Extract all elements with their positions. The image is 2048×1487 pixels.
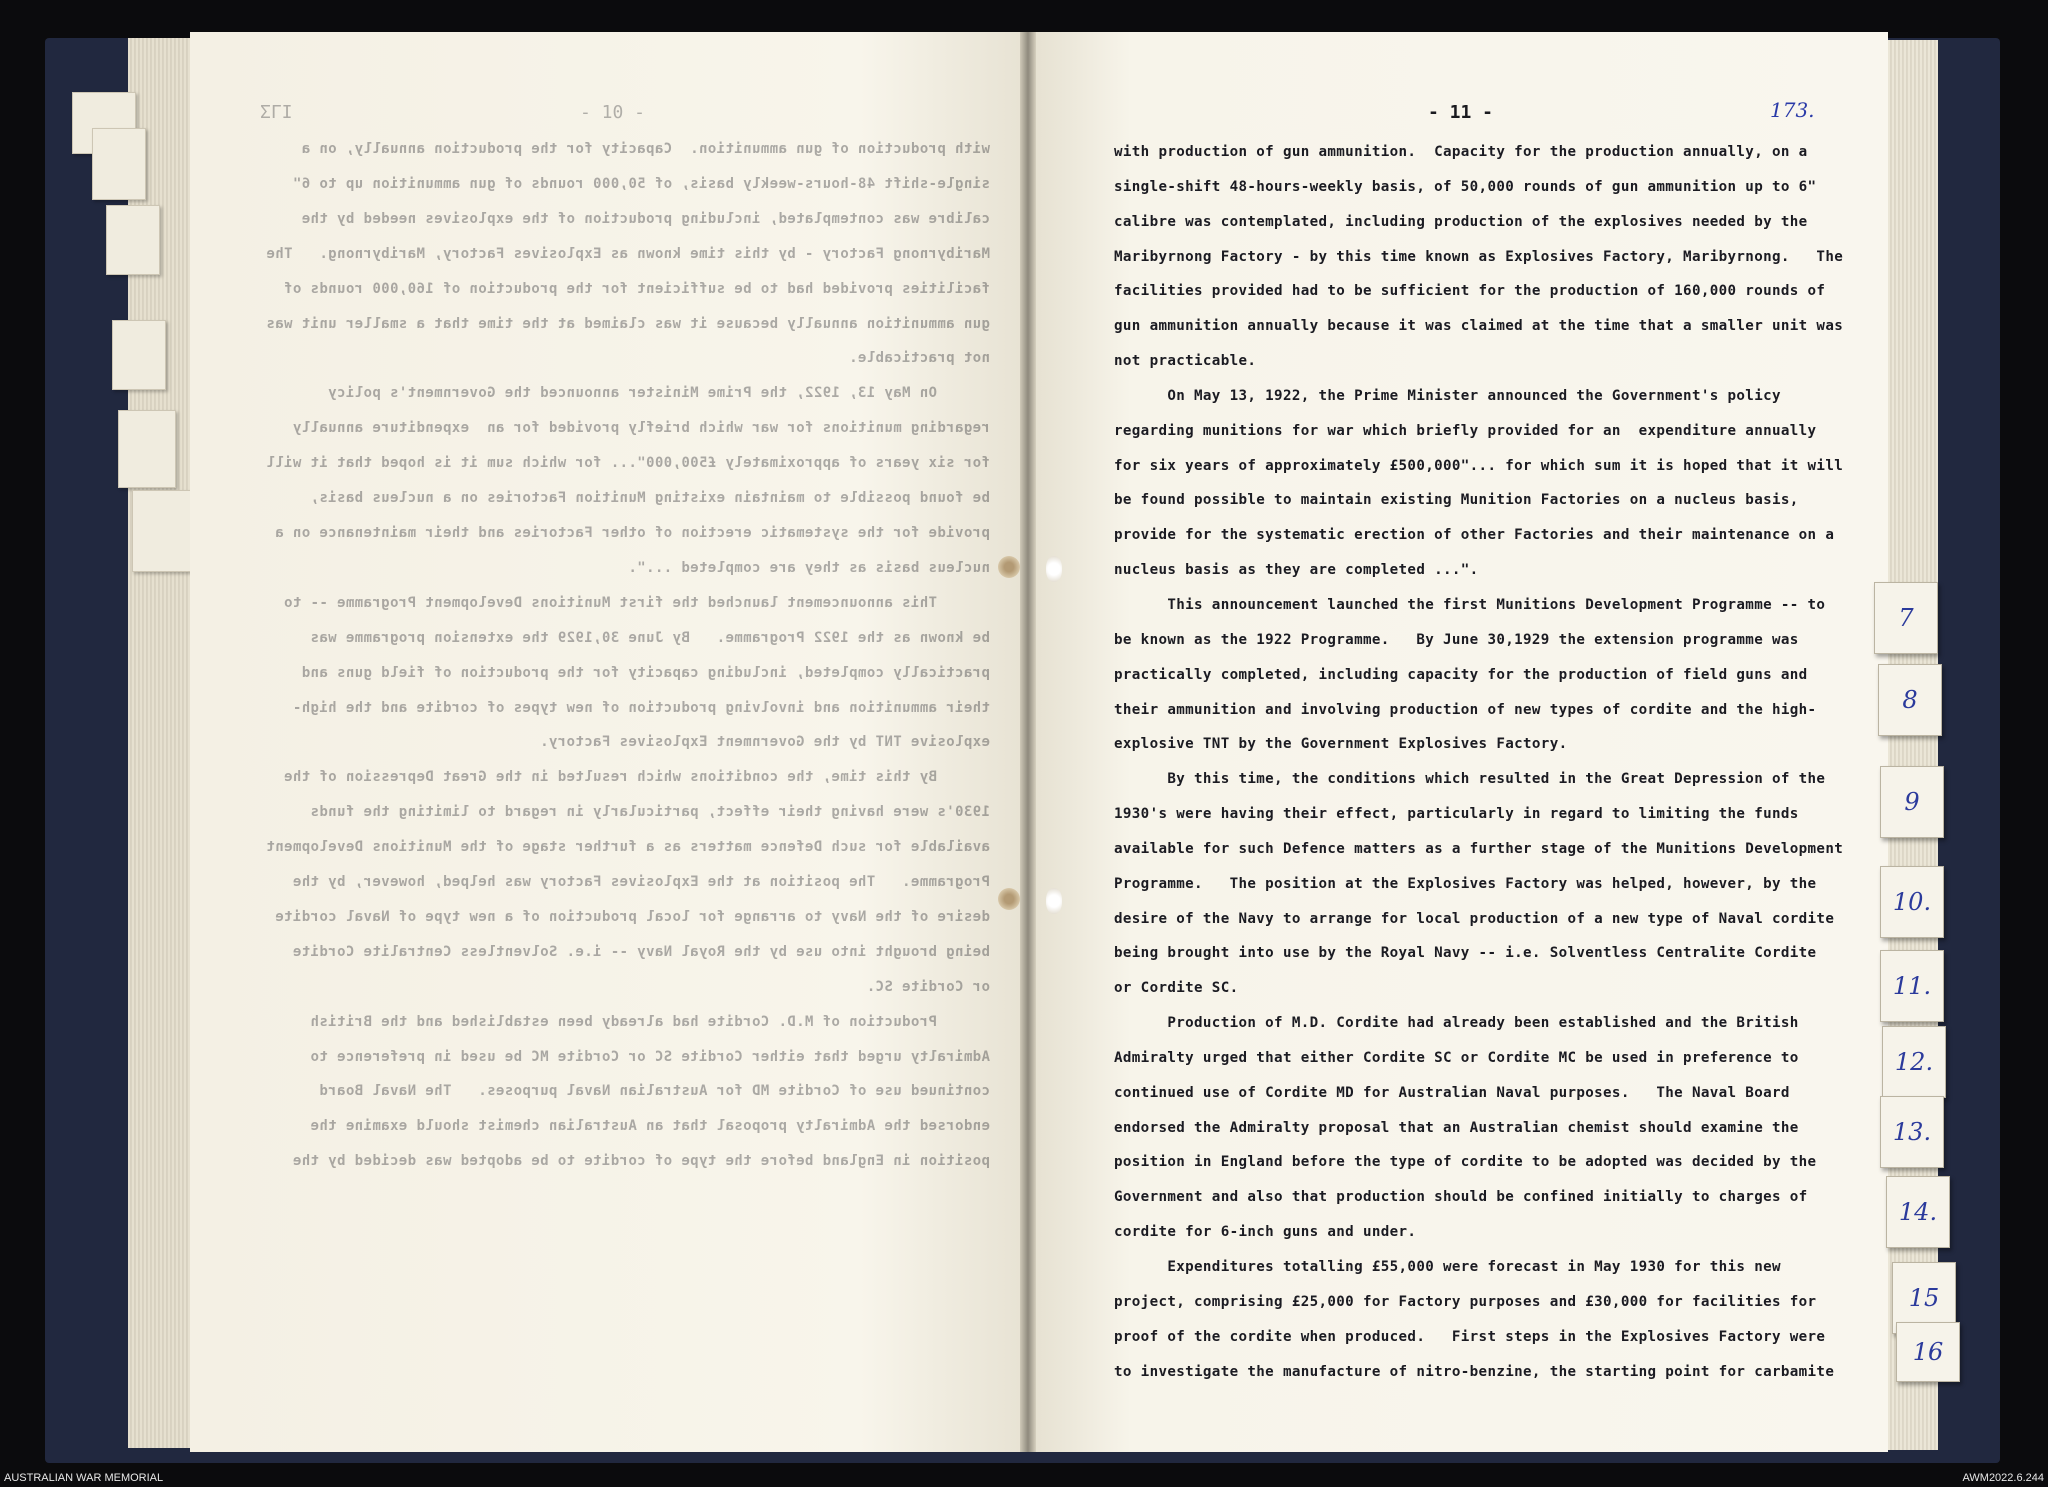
bleed-line: their ammunition and involving production of new types of cordite and the high- <box>292 699 990 716</box>
bleed-line: explosive TNT by the Government Explosives Factory. <box>539 734 990 751</box>
bleed-line: Programme. The position at the Explosives Factory was helped, however, by the <box>292 874 990 891</box>
page-number: - 11 - <box>1428 102 1494 123</box>
book-gutter <box>1020 32 1036 1452</box>
bleed-line: endorsed the Admiralty proposal that an Australian chemist should examine the <box>310 1118 990 1135</box>
text-line: to investigate the manufacture of nitro-benzine, the starting point for carbamite <box>1114 1363 1835 1380</box>
bleed-line: regarding munitions for war which briefly provided for an expenditure annually <box>292 420 990 437</box>
text-line: facilities provided had to be sufficient for the production of 160,000 rounds of <box>1114 283 1826 300</box>
text-line: be known as the 1922 Programme. By June 30,1929 the extension programme was <box>1114 631 1799 648</box>
index-tab-13[interactable] <box>1880 1096 1944 1168</box>
tab-label: 11. <box>1892 972 1932 1000</box>
handwritten-folio: 173. <box>1770 98 1815 122</box>
text-line: 1930's were having their effect, particularly in regard to limiting the funds <box>1114 806 1799 823</box>
text-line: On May 13, 1922, the Prime Minister announced the Government's policy <box>1114 387 1781 404</box>
tab-label: 7 <box>1898 604 1914 632</box>
text-line: available for such Defence matters as a further stage of the Munitions Development <box>1114 840 1844 857</box>
text-line: Admiralty urged that either Cordite SC or Cordite MC be used in preference to <box>1114 1049 1799 1066</box>
bleed-line: Admiralty urged that either Cordite SC or Cordite MC be used in preference to <box>310 1048 990 1065</box>
bleed-line: being brought into use by the Royal Navy -- i.e. Solventless Centralite Cordite <box>292 943 990 960</box>
text-line: being brought into use by the Royal Navy -- i.e. Solventless Centralite Cordite <box>1114 945 1817 962</box>
text-line: Production of M.D. Cordite had already been established and the British <box>1114 1015 1799 1032</box>
text-line: desire of the Navy to arrange for local production of a new type of Naval cordite <box>1114 910 1835 927</box>
bleed-line: or Cordite SC. <box>866 978 990 995</box>
text-line: Maribyrnong Factory - by this time known as Explosives Factory, Maribyrnong. The <box>1114 248 1844 265</box>
text-line: cordite for 6-inch guns and under. <box>1114 1224 1417 1241</box>
bleed-line: for six years of approximately £500,000"... for which sum it is hoped that it will <box>266 455 990 472</box>
footer-source: AUSTRALIAN WAR MEMORIAL <box>4 1472 164 1484</box>
bleed-line: with production of gun ammunition. Capacity for the production annually, on a <box>301 141 990 157</box>
punch-hole-bottom <box>1046 888 1062 914</box>
bleed-line: position in England before the type of cordite to be adopted was decided by the <box>292 1153 990 1170</box>
text-line: with production of gun ammunition. Capacity for the production annually, on a <box>1114 144 1808 160</box>
blank-tab-4 <box>112 320 166 390</box>
bleed-line: This announcement launched the first Munitions Development Programme -- to <box>283 594 990 611</box>
footer-accession: AWM2022.6.244 <box>1962 1472 2044 1484</box>
bleed-line: continued use of Cordite MD for Australian Naval purposes. The Naval Board <box>319 1083 990 1100</box>
tab-label: 12. <box>1894 1048 1934 1076</box>
bleed-line: available for such Defence matters as a further stage of the Munitions Development <box>266 839 990 856</box>
text-line: practically completed, including capacity for the production of field guns and <box>1114 666 1808 683</box>
bleed-line: On May 13, 1922, the Prime Minister announced the Government's policy <box>327 385 990 402</box>
index-tab-7[interactable] <box>1874 582 1938 654</box>
bleed-line: 1930's were having their effect, particularly in regard to limiting the funds <box>310 804 990 821</box>
bleed-line: Production of M.D. Cordite had already been established and the British <box>310 1013 990 1030</box>
bleed-line: Maribyrnong Factory - by this time known as Explosives Factory, Maribyrnong. The <box>266 245 990 262</box>
bleed-line: practically completed, including capacity for the production of field guns and <box>301 664 990 681</box>
text-line: provide for the systematic erection of other Factories and their maintenance on a <box>1114 527 1835 544</box>
text-line: By this time, the conditions which resulted in the Great Depression of the <box>1114 771 1826 788</box>
tab-label: 14. <box>1898 1198 1938 1226</box>
bleed-line: provide for the systematic erection of other Factories and their maintenance on a <box>274 524 990 541</box>
tab-label: 10. <box>1892 888 1932 916</box>
bleed-line: be found possible to maintain existing Munition Factories on a nucleus basis, <box>310 490 990 507</box>
bleed-line: desire of the Navy to arrange for local production of a new type of Naval cordite <box>274 908 990 925</box>
text-line: endorsed the Admiralty proposal that an Australian chemist should examine the <box>1114 1119 1799 1136</box>
index-tab-12[interactable] <box>1882 1026 1946 1098</box>
blank-tab-2 <box>92 128 146 200</box>
text-line: project, comprising £25,000 for Factory purposes and £30,000 for facilities for <box>1114 1293 1817 1310</box>
left-page: ΣΓΙ - 10 - with production of gun ammunition. Capacity for the production annually, on a single-shift 48-hours-weekly basis, of 50,000 rounds of gun ammunition up to 6" calibre was contemplated, including production of the explosives needed by the Maribyrnong Factory - by this time known as Explosives Factory, Maribyrnong. The facilities provided had to be sufficient for the production of 160,000 rounds of gun ammunition annually because it was claimed at the time that a smaller unit was not practicable. On May 13, 1922, the Prime Minister announced the Government's policy regarding munitions for war which briefly provided for an expenditure annually for six years of approximately £500,000"... for which sum it is hoped that it will be found possible to maintain existing Munition Factories on a nucleus basis, provide for the systematic erection of other Factories and their maintenance on a nucleus basis as they are completed ...". This announcement launched the first Munitions Development Programme -- to be known as the 1922 Programme. By June 30,1929 the extension programme was practically completed, including capacity for the production of field guns and their ammunition and involving production of new types of cordite and the high- explosive TNT by the Government Explosives Factory. By this time, the conditions which resulted in the Great Depression of the 1930's were having their effect, particularly in regard to limiting the funds available for such Defence matters as a further stage of the Munitions Development Programme. The position at the Explosives Factory was helped, however, by the desire of the Navy to arrange for local production of a new type of Naval cordite being brought into use by the Royal Navy -- i.e. Solventless Centralite Cordite or Cordite SC. Production of M.D. Cordite had already been established and the British Admiralty urged that either Cordite SC or Cordite MC be used in preference to continued use of Cordite MD for Australian Naval purposes. The Naval Board endorsed the Admiralty proposal that an Australian chemist should examine the position in England before the type of cordite to be adopted was decided by the <box>190 32 1028 1452</box>
bleed-line: By this time, the conditions which resulted in the Great Depression of the <box>283 769 990 786</box>
text-line: explosive TNT by the Government Explosives Factory. <box>1114 736 1568 753</box>
text-line: regarding munitions for war which briefly provided for an expenditure annually <box>1114 422 1817 439</box>
punch-hole-bottom <box>998 888 1020 910</box>
text-line: continued use of Cordite MD for Australian Naval purposes. The Naval Board <box>1114 1084 1790 1101</box>
text-line: Expenditures totalling £55,000 were forecast in May 1930 for this new <box>1114 1259 1781 1275</box>
index-tab-11[interactable] <box>1880 950 1944 1022</box>
index-tab-16[interactable] <box>1896 1322 1960 1382</box>
punch-hole-top <box>998 556 1020 578</box>
index-tab-10[interactable] <box>1880 866 1944 938</box>
tab-label: 16 <box>1912 1338 1944 1366</box>
bleed-line: single-shift 48-hours-weekly basis, of 50,000 rounds of gun ammunition up to 6" <box>292 175 990 192</box>
index-tab-9[interactable] <box>1880 766 1944 838</box>
bleed-line: calibre was contemplated, including production of the explosives needed by the <box>301 210 990 227</box>
text-line: Programme. The position at the Explosives Factory was helped, however, by the <box>1114 875 1817 892</box>
bleed-line: gun ammunition annually because it was claimed at the time that a smaller unit was <box>266 315 990 332</box>
tab-label: 15 <box>1908 1284 1940 1312</box>
tab-label: 9 <box>1904 788 1920 816</box>
text-line: gun ammunition annually because it was claimed at the time that a smaller unit was <box>1114 318 1844 335</box>
right-page <box>1028 32 1888 1452</box>
text-line: nucleus basis as they are completed ...". <box>1114 562 1479 579</box>
index-tab-8[interactable] <box>1878 664 1942 736</box>
text-line: position in England before the type of cordite to be adopted was decided by the <box>1114 1154 1817 1171</box>
index-tab-14[interactable] <box>1886 1176 1950 1248</box>
text-line: Government and also that production should be confined initially to charges of <box>1114 1189 1808 1206</box>
text-line: This announcement launched the first Munitions Development Programme -- to <box>1114 596 1826 613</box>
text-line: for six years of approximately £500,000"... for which sum it is hoped that it will <box>1114 457 1844 474</box>
bleed-line: nucleus basis as they are completed ...". <box>628 559 990 576</box>
bleed-line: facilities provided had to be sufficient for the production of 160,000 rounds of <box>283 280 990 297</box>
text-line: not practicable. <box>1114 353 1257 370</box>
text-line: proof of the cordite when produced. First steps in the Explosives Factory were <box>1114 1328 1826 1345</box>
page-body-text <box>1114 135 1874 1389</box>
blank-tab-5 <box>118 410 176 488</box>
bleed-through-text <box>250 132 990 1432</box>
text-line: calibre was contemplated, including production of the explosives needed by the <box>1114 213 1808 230</box>
text-line: single-shift 48-hours-weekly basis, of 50,000 rounds of gun ammunition up to 6" <box>1114 178 1817 195</box>
tab-label: 13. <box>1892 1118 1932 1146</box>
text-line: be found possible to maintain existing Munition Factories on a nucleus basis, <box>1114 492 1799 509</box>
tab-label: 8 <box>1902 686 1918 714</box>
bleed-line: not practicable. <box>848 350 990 367</box>
blank-tab-6 <box>132 490 194 572</box>
text-line: their ammunition and involving production of new types of cordite and the high- <box>1114 701 1817 718</box>
punch-hole-top <box>1046 556 1062 582</box>
bleed-line: be known as the 1922 Programme. By June 30,1929 the extension programme was <box>310 629 990 646</box>
text-line: or Cordite SC. <box>1114 980 1239 997</box>
blank-tab-3 <box>106 205 160 275</box>
